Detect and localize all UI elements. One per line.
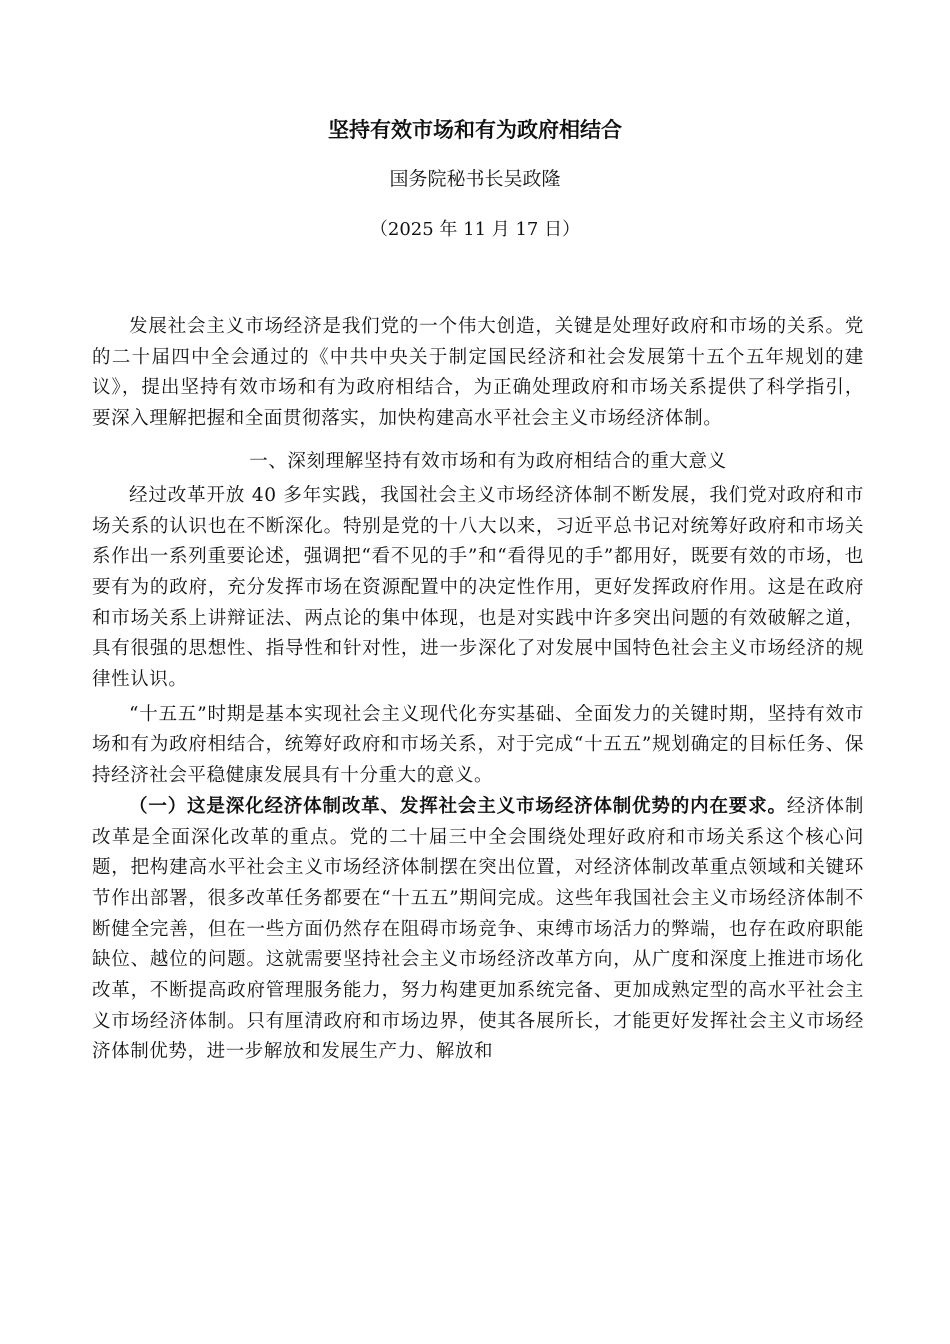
document-date: （2025 年 11 月 17 日） — [369, 219, 581, 240]
paragraph-3-lead: （一）这是深化经济体制改革、发挥社会主义市场经济体制优势的内在要求。 — [129, 795, 787, 817]
paragraph-3-body: 经济体制改革是全面深化改革的重点。党的二十届三中全会围绕处理好政府和市场关系这个核心问题，把构建高水平社会主义市场经济体制摆在突出位置，对经济体制改革重点领域和关键环节作出部署，很多改革任务都要在“十五五”期间完成。这些年我国社会主义市场经济体制不断健全完善，但在一些方面仍然存在阻碍市场竞争、束缚市场活力的弊端，也存在政府职能缺位、越位的问题。这就需要坚持社会主义市场经济改革方向，从广度和深度上推进市场化改革，不断提高政府管理服务能力，努力构建更加系统完备、更加成熟定型的高水平社会主义市场经济体制。只有厘清政府和市场边界，使其各展所长，才能更好发挥社会主义市场经济体制优势，进一步解放和发展生产力、解放和 — [92, 795, 865, 1063]
section-heading-1: 一、深刻理解坚持有效市场和有为政府相结合的重大意义 — [249, 450, 727, 472]
paragraph-3 — [92, 792, 864, 1068]
document-author: 国务院秘书长吴政隆 — [389, 168, 561, 190]
document-body — [92, 312, 864, 1068]
intro-paragraph: 发展社会主义市场经济是我们党的一个伟大创造，关键是处理好政府和市场的关系。党的二十届四中全会通过的《中共中央关于制定国民经济和社会发展第十五个五年规划的建议》，提出坚持有效市场和有为政府相结合，为正确处理政府和市场关系提供了科学指引，要深入理解把握和全面贯彻落实，加快构建高水平社会主义市场经济体制。 — [92, 316, 864, 430]
paragraph-1: 经过改革开放 40 多年实践，我国社会主义市场经济体制不断发展，我们党对政府和市场关系的认识也在不断深化。特别是党的十八大以来，习近平总书记对统筹好政府和市场关系作出一系列重要论述，强调把“看不见的手”和“看得见的手”都用好，既要有效的市场，也要有为的政府，充分发挥市场在资源配置中的决定性作用，更好发挥政府作用。这是在政府和市场关系上讲辩证法、两点论的集中体现，也是对实践中许多突出问题的有效破解之道，具有很强的思想性、指导性和针对性，进一步深化了对发展中国特色社会主义市场经济的规律性认识。 — [92, 484, 864, 691]
paragraph-2: “十五五”时期是基本实现社会主义现代化夯实基础、全面发力的关键时期，坚持有效市场和有为政府相结合，统筹好政府和市场关系，对于完成“十五五”规划确定的目标任务、保持经济社会平稳健康发展具有十分重大的意义。 — [92, 703, 864, 787]
document-title: 坚持有效市场和有为政府相结合 — [328, 117, 622, 142]
